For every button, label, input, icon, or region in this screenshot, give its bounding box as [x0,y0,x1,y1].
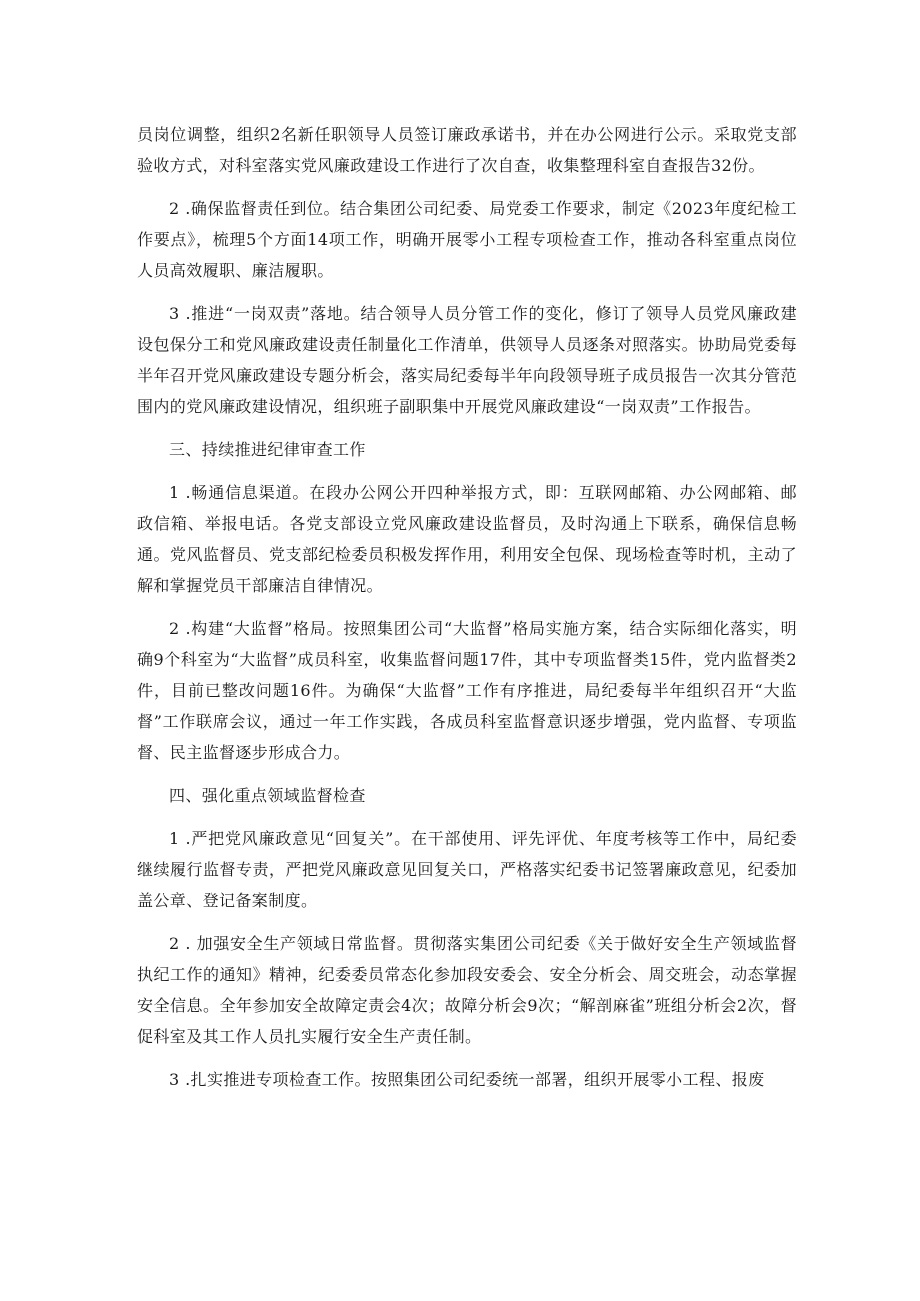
paragraph-continued: 员岗位调整，组织2名新任职领导人员签订廉政承诺书，并在办公网进行公示。采取党支部验收方式，对科室落实党风廉政建设工作进行了次自查，收集整理科室自查报告32份。 [137,125,797,175]
document-body [137,119,797,1107]
paragraph-big-supervision: 2 .构建“大监督”格局。按照集团公司“大监督”格局实施方案，结合实际细化落实，明确9个科室为“大监督”成员科室，收集监督问题17件，其中专项监督类15件，党内监督类2件，目前已整改问题16件。为确保“大监督”工作有序推进，局纪委每半年组织召开“大监督”工作联席会议，通过一年工作实践，各成员科室监督意识逐步增强，党内监督、专项监督、民主监督逐步形成合力。 [137,619,797,762]
paragraph-one-post-two-duties: 3 .推进“一岗双责”落地。结合领导人员分管工作的变化，修订了领导人员党风廉政建设包保分工和党风廉政建设责任制量化工作清单，供领导人员逐条对照落实。协助局党委每半年召开党风廉政建设专题分析会，落实局纪委每半年向段领导班子成员报告一次其分管范围内的党风廉政建设情况，组织班子副职集中开展党风廉政建设“一岗双责”工作报告。 [137,304,797,416]
paragraph-supervision-duty: 2 .确保监督责任到位。结合集团公司纪委、局党委工作要求，制定《2023年度纪检工作要点》，梳理5个方面14项工作，明确开展零小工程专项检查工作，推动各科室重点岗位人员高效履职、廉洁履职。 [137,199,797,280]
paragraph-safety-supervision: 2 . 加强安全生产领域日常监督。贯彻落实集团公司纪委《关于做好安全生产领域监督执纪工作的通知》精神，纪委委员常态化参加段安委会、安全分析会、周交班会，动态掌握安全信息。全年参加安全故障定责会4次；故障分析会9次；“解剖麻雀”班组分析会2次，督促科室及其工作人员扎实履行安全生产责任制。 [137,934,797,1046]
paragraph-info-channels: 1 .畅通信息渠道。在段办公网公开四种举报方式，即：互联网邮箱、办公网邮箱、邮政信箱、举报电话。各党支部设立党风廉政建设监督员，及时沟通上下联系，确保信息畅通。党风监督员、党支部纪检委员积极发挥作用，利用安全包保、现场检查等时机，主动了解和掌握党员干部廉洁自律情况。 [137,483,797,595]
paragraph-reply-check: 1 .严把党风廉政意见“回复关”。在干部使用、评先评优、年度考核等工作中，局纪委继续履行监督专责，严把党风廉政意见回复关口，严格落实纪委书记签署廉政意见，纪委加盖公章、登记备案制度。 [137,829,797,910]
paragraph-special-inspection: 3 .扎实推进专项检查工作。按照集团公司纪委统一部署，组织开展零小工程、报废 [169,1070,765,1089]
section-heading-3: 三、持续推进纪律审查工作 [169,440,366,459]
section-heading-4: 四、强化重点领域监督检查 [169,786,366,805]
